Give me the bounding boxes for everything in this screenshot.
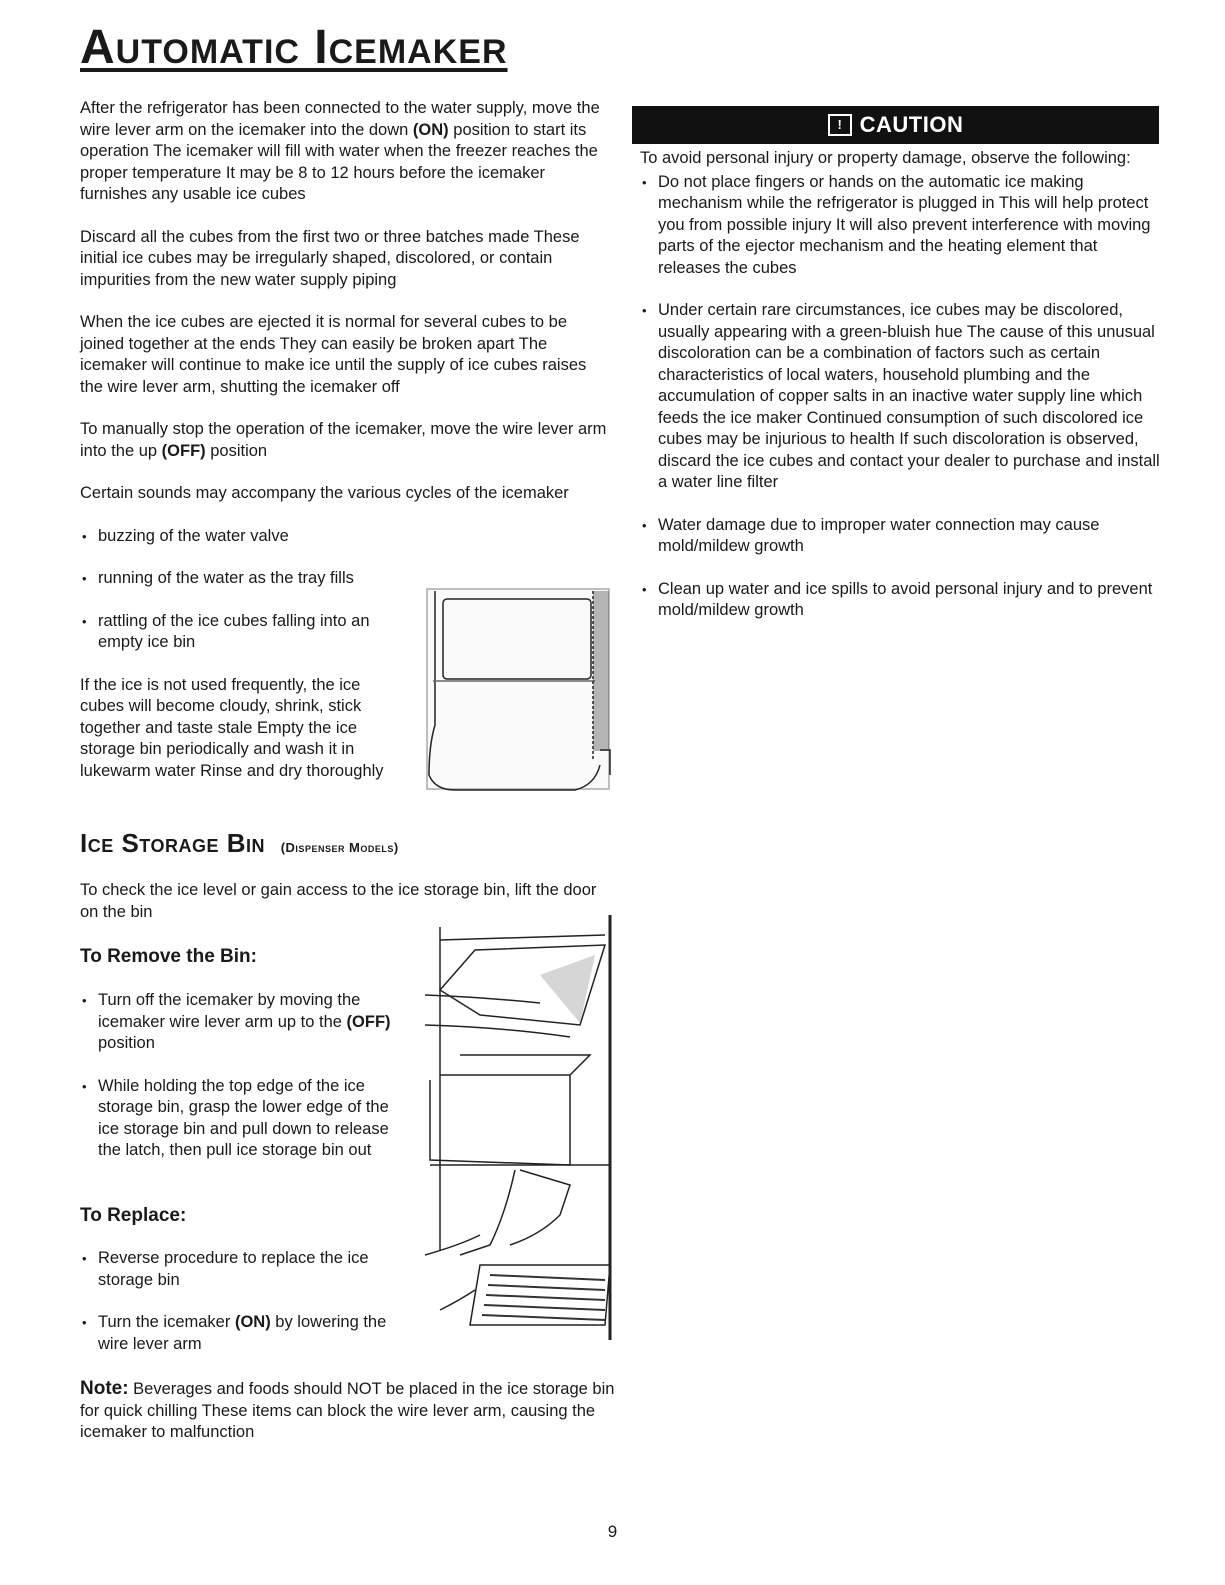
caution-banner	[632, 106, 1159, 144]
replace-step-text-end: by lowering the wire lever arm	[98, 1313, 387, 1353]
note-text: Beverages and foods should NOT be placed in the ice storage bin for quick chilling These items can block the wire lever arm, causing the icemaker to malfunction	[80, 1380, 615, 1441]
sounds-intro: Certain sounds may accompany the various cycles of the icemaker	[80, 484, 569, 502]
off-label: (OFF)	[346, 1012, 391, 1031]
replace-steps-list	[80, 1248, 400, 1376]
replace-bin-title: To Replace:	[80, 1205, 187, 1226]
ice-bin-illustration	[420, 915, 615, 1345]
on-label: (ON)	[412, 120, 449, 139]
list-item	[80, 990, 400, 1055]
list-item: • While holding the top edge of the ice storage bin, grasp the lower edge of the ice storage bin and pull down to release the latch, then pull ice storage bin out	[80, 1076, 400, 1162]
caution-heading: CAUTION	[859, 112, 964, 137]
remove-steps-list	[80, 990, 400, 1183]
list-item	[80, 1312, 400, 1355]
on-label: (ON)	[234, 1313, 271, 1331]
icemaker-illustration	[425, 585, 615, 810]
discard-paragraph: Discard all the cubes from the first two or three batches made These initial ice cubes may be irregularly shaped, discolored, or contain impurities from the new water supply piping	[80, 227, 580, 289]
manual-stop-paragraph	[80, 419, 610, 462]
manual-stop-text-end: position	[210, 441, 268, 460]
remove-step-text-end: position	[98, 1034, 155, 1052]
list-item: • Water damage due to improper water connection may cause mold/mildew growth	[640, 515, 1160, 558]
caution-intro: To avoid personal injury or property damage, observe the following:	[640, 149, 1131, 167]
list-item: • running of the water as the tray fills	[80, 568, 418, 590]
intro-paragraph	[80, 98, 610, 206]
warning-icon: !	[828, 114, 852, 136]
ice-storage-subtitle: (Dispenser Models)	[280, 840, 399, 855]
note-label: Note:	[80, 1378, 129, 1399]
replace-step-text: Turn the icemaker	[98, 1313, 231, 1331]
remove-step-text: Turn off the icemaker by moving the icemaker wire lever arm up to the	[98, 991, 361, 1031]
note-paragraph	[80, 1378, 620, 1444]
list-item: • Clean up water and ice spills to avoid personal injury and to prevent mold/mildew growth	[640, 579, 1160, 622]
ejected-paragraph: When the ice cubes are ejected it is normal for several cubes to be joined together at the ends They can easily be broken apart The icemaker will continue to make ice until the supply of ice cubes raises the wire lever arm, shutting the icemaker off	[80, 313, 587, 396]
list-item: • buzzing of the water valve	[80, 526, 610, 548]
page-title: Automatic Icemaker	[80, 21, 508, 74]
stale-paragraph: If the ice is not used frequently, the ice cubes will become cloudy, shrink, stick together and taste stale Empty the ice storage bin periodically and wash it in lukewarm water Rinse and dry thoroughly	[80, 675, 384, 780]
off-label: (OFF)	[161, 441, 206, 460]
right-column	[640, 148, 1160, 643]
remove-bin-title: To Remove the Bin:	[80, 946, 257, 967]
ice-storage-title: Ice Storage Bin	[80, 828, 265, 858]
list-item: • rattling of the ice cubes falling into an empty ice bin	[80, 611, 418, 654]
list-item: • Do not place fingers or hands on the automatic ice making mechanism while the refrigerator is plugged in This will help protect you from possible injury It will also prevent interference with moving parts of the ejector mechanism and the heating element that releases the cubes	[640, 172, 1160, 280]
intro-text-cont: position to start its operation The icemaker will fill with water when the freezer reaches the proper temperature It may be 8 to 12 hours before the icemaker furnishes any usable ice cubes	[80, 120, 598, 203]
check-ice-paragraph: To check the ice level or gain access to the ice storage bin, lift the door on the bin	[80, 881, 597, 921]
list-item: • Reverse procedure to replace the ice storage bin	[80, 1248, 400, 1291]
caution-list	[640, 172, 1160, 622]
list-item: • Under certain rare circumstances, ice cubes may be discolored, usually appearing with a green-bluish hue The cause of this unusual discoloration can be a combination of factors such as certain characteristics of local waters, household plumbing and the accumulation of copper salts in an inactive water supply line which feeds the ice maker Continued consumption of such discolored ice cubes may be injurious to health If such discoloration is observed, discard the ice cubes and contact your dealer to purchase and install a water line filter	[640, 300, 1160, 494]
intro-text: After the refrigerator has been connected to the water supply, move the wire lever arm on the icemaker into the down	[80, 99, 600, 139]
page-number: 9	[607, 1522, 618, 1541]
manual-stop-text: To manually stop the operation of the icemaker, move the wire lever arm into the up	[80, 420, 607, 460]
ice-storage-heading	[80, 828, 399, 859]
